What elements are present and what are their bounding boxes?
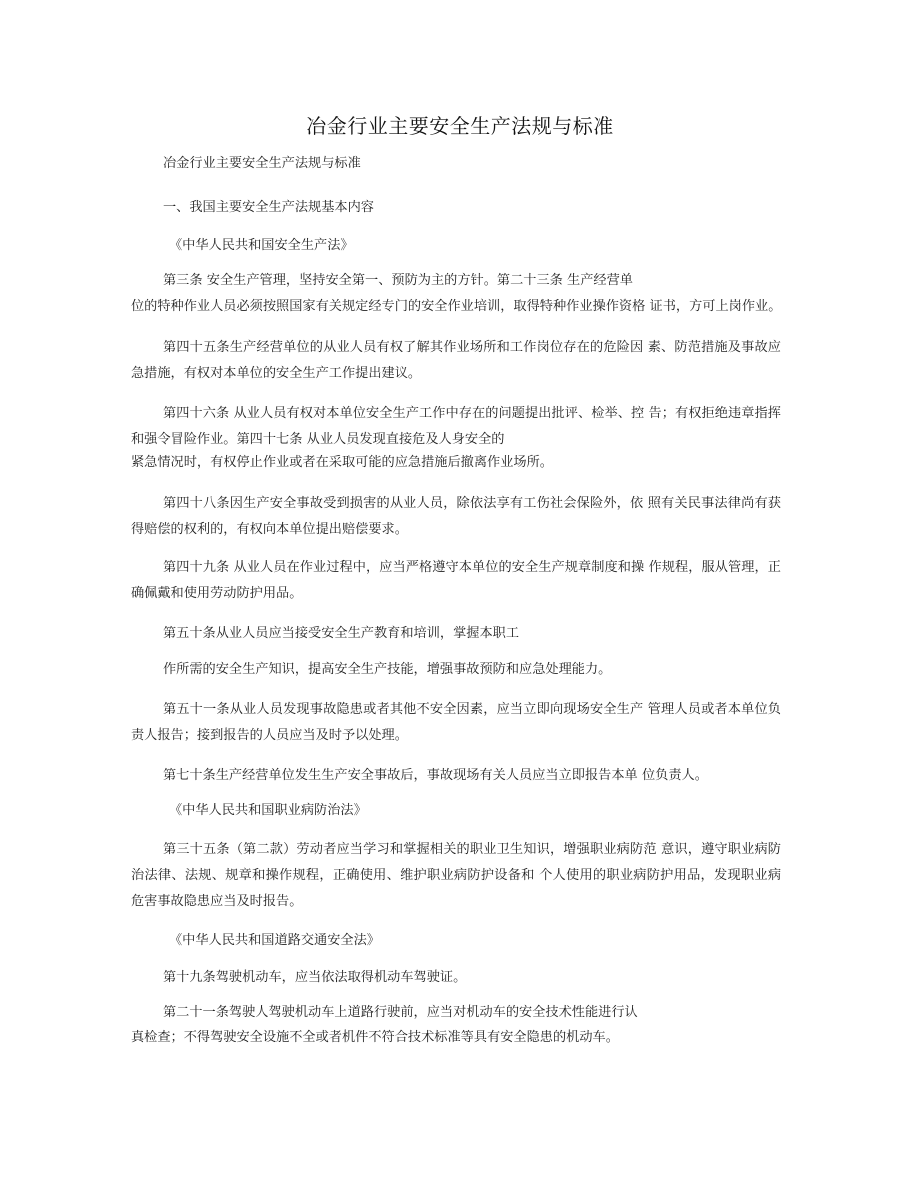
paragraph-article-47-cont: 紧急情况时，有权停止作业或者在采取可能的应急措施后撤离作业场所。 <box>131 455 553 470</box>
paragraph-article-45: 第四十五条生产经营单位的从业人员有权了解其作业场所和工作岗位存在的危险因 素、防范措施及事故应急措施，有权对本单位的安全生产工作提出建议。 <box>131 340 781 381</box>
paragraph-article-19: 第十九条驾驶机动车，应当依法取得机动车驾驶证。 <box>163 970 467 985</box>
paragraph-article-51: 第五十一条从业人员发现事故隐患或者其他不安全因素，应当立即向现场安全生产 管理人员或者本单位负责人报告；接到报告的人员应当及时予以处理。 <box>131 702 781 743</box>
paragraph-article-3: 第三条 安全生产管理，坚持安全第一、预防为主的方针。第二十三条 生产经营单 <box>163 273 633 288</box>
paragraph-article-46: 第四十六条 从业人员有权对本单位安全生产工作中存在的问题提出批评、检举、控 告；有权拒绝违章指挥和强令冒险作业。第四十七条 从业人员发现直接危及人身安全的 <box>131 406 781 447</box>
paragraph-article-21-cont: 真检查；不得驾驶安全设施不全或者机件不符合技术标准等具有安全隐患的机动车。 <box>131 1030 619 1045</box>
law-title-traffic: 《中华人民共和国道路交通安全法》 <box>169 933 380 948</box>
subtitle: 冶金行业主要安全生产法规与标准 <box>163 156 361 171</box>
law-title-safety: 《中华人民共和国安全生产法》 <box>169 238 354 253</box>
paragraph-article-23-cont: 位的特种作业人员必须按照国家有关规定经专门的安全作业培训，取得特种作业操作资格 证书，方可上岗作业。 <box>131 299 782 314</box>
paragraph-article-70: 第七十条生产经营单位发生生产安全事故后，事故现场有关人员应当立即报告本单 位负责人。 <box>163 768 708 783</box>
paragraph-article-49: 第四十九条 从业人员在作业过程中，应当严格遵守本单位的安全生产规章制度和操 作规程，服从管理，正确佩戴和使用劳动防护用品。 <box>131 560 781 601</box>
document-title: 冶金行业主要安全生产法规与标准 <box>306 114 614 138</box>
section-heading: 一、我国主要安全生产法规基本内容 <box>163 200 374 215</box>
paragraph-article-50: 第五十条从业人员应当接受安全生产教育和培训，掌握本职工 <box>163 626 520 641</box>
paragraph-article-48: 第四十八条因生产安全事故受到损害的从业人员，除依法享有工伤社会保险外，依 照有关民事法律尚有获得赔偿的权利的，有权向本单位提出赔偿要求。 <box>131 496 781 537</box>
law-title-occupational: 《中华人民共和国职业病防治法》 <box>169 803 367 818</box>
paragraph-article-21: 第二十一条驾驶人驾驶机动车上道路行驶前，应当对机动车的安全技术性能进行认 <box>163 1005 638 1020</box>
paragraph-article-50-cont: 作所需的安全生产知识，提高安全生产技能，增强事故预防和应急处理能力。 <box>163 662 612 677</box>
paragraph-article-35: 第三十五条（第二款）劳动者应当学习和掌握相关的职业卫生知识，增强职业病防范 意识，遵守职业病防治法律、法规、规章和操作规程，正确使用、维护职业病防护设备和 个人使用的职业病防护用品，发现职业病危害事故隐患应当及时报告。 <box>131 842 781 909</box>
